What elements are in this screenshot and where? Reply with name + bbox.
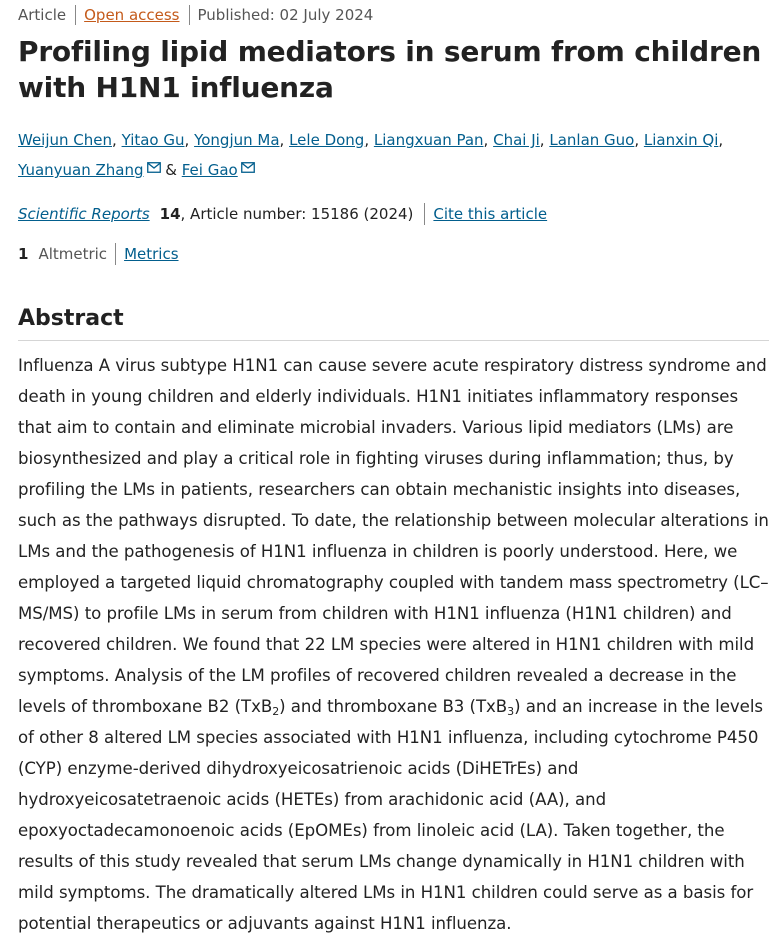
author-link[interactable]: Fei Gao [181,161,238,179]
author-separator: & [160,161,182,179]
abstract-heading: Abstract [18,306,124,331]
altmetric-count: 1 [18,245,29,263]
author-separator: , [718,131,724,149]
author-link[interactable]: Lanlan Guo [549,131,635,149]
metrics-row [18,243,179,265]
author-link[interactable]: Yongjun Ma [194,131,280,149]
abstract-text [18,350,774,939]
author-link[interactable]: Liangxuan Pan [373,131,484,149]
author-separator: , [483,131,494,149]
metrics-link[interactable]: Metrics [124,245,179,263]
author-link[interactable]: Lele Dong [289,131,365,149]
author-separator: , [184,131,195,149]
abstract-part-2: ) and thromboxane B3 (TxB [279,697,508,716]
cite-this-article-link[interactable]: Cite this article [433,205,548,223]
email-icon[interactable] [147,162,161,173]
author-link[interactable]: Lianxin Qi [643,131,719,149]
author-separator: , [279,131,290,149]
divider [189,5,190,25]
published-date: Published: 02 July 2024 [197,6,374,24]
article-type: Article [18,6,67,24]
article-meta-row [18,5,373,25]
divider [115,243,116,265]
author-separator: , [112,131,122,149]
abstract-part-1: Influenza A virus subtype H1N1 can cause severe acute respiratory distress syndrome and death in young children and elderly individuals. H1N1 initiates inflammatory responses that aim to contain and eliminate microbial invaders. Various lipid mediators (LMs) are biosynthesized and play a critical role in fighting viruses during inflammation; thus, by profiling the LMs in patients, researchers can obtain mechanistic insights into diseases, such as the pathways disrupted. To date, the relationship between molecular alterations in LMs and the pathogenesis of H1N1 influenza in children is poorly understood. Here, we employed a targeted liquid chromatography coupled with tandem mass spectrometry (LC–MS/MS) to profile LMs in serum from children with H1N1 influenza (H1N1 children) and recovered children. We found that 22 LM species were altered in H1N1 children with mild symptoms. Analysis of the LM profiles of recovered children revealed a decrease in the levels of thromboxane B2 (TxB [18,356,769,716]
open-access-link[interactable]: Open access [84,6,180,24]
author-link[interactable]: Yuanyuan Zhang [18,161,144,179]
abstract-divider [18,340,769,341]
subscript: 2 [272,705,280,718]
email-icon[interactable] [241,162,255,173]
subscript: 3 [507,705,515,718]
author-link[interactable]: Yitao Gu [121,131,185,149]
volume-number: 14 [159,205,181,223]
author-list [18,125,770,185]
article-number: , Article number: 15186 (2024) [180,205,414,223]
altmetric-label: Altmetric [38,245,108,263]
abstract-part-3: ) and an increase in the levels of other 8 altered LM species associated with H1N1 influenza, including cytochrome P450 (CYP) enzyme-derived dihydroxyeicosatrienoic acids (DiHETrEs) and hydroxyeicosatetraenoic acids (HETEs) from arachidonic acid (AA), and epoxyoctadecamonoenoic acids (EpOMEs) from linoleic acid (LA). Taken together, the results of this study revealed that serum LMs change dynamically in H1N1 children with mild symptoms. The dramatically altered LMs in H1N1 children could serve as a basis for potential therapeutics or adjuvants against H1N1 influenza. [18,697,763,933]
article-title: Profiling lipid mediators in serum from children with H1N1 influenza [18,35,762,104]
divider [75,5,76,25]
divider [424,203,425,225]
citation-row [18,203,547,225]
journal-link[interactable]: Scientific Reports [18,205,150,223]
author-separator: , [539,131,550,149]
author-separator: , [364,131,374,149]
author-link[interactable]: Weijun Chen [18,131,113,149]
author-link[interactable]: Chai Ji [493,131,540,149]
author-separator: , [634,131,644,149]
